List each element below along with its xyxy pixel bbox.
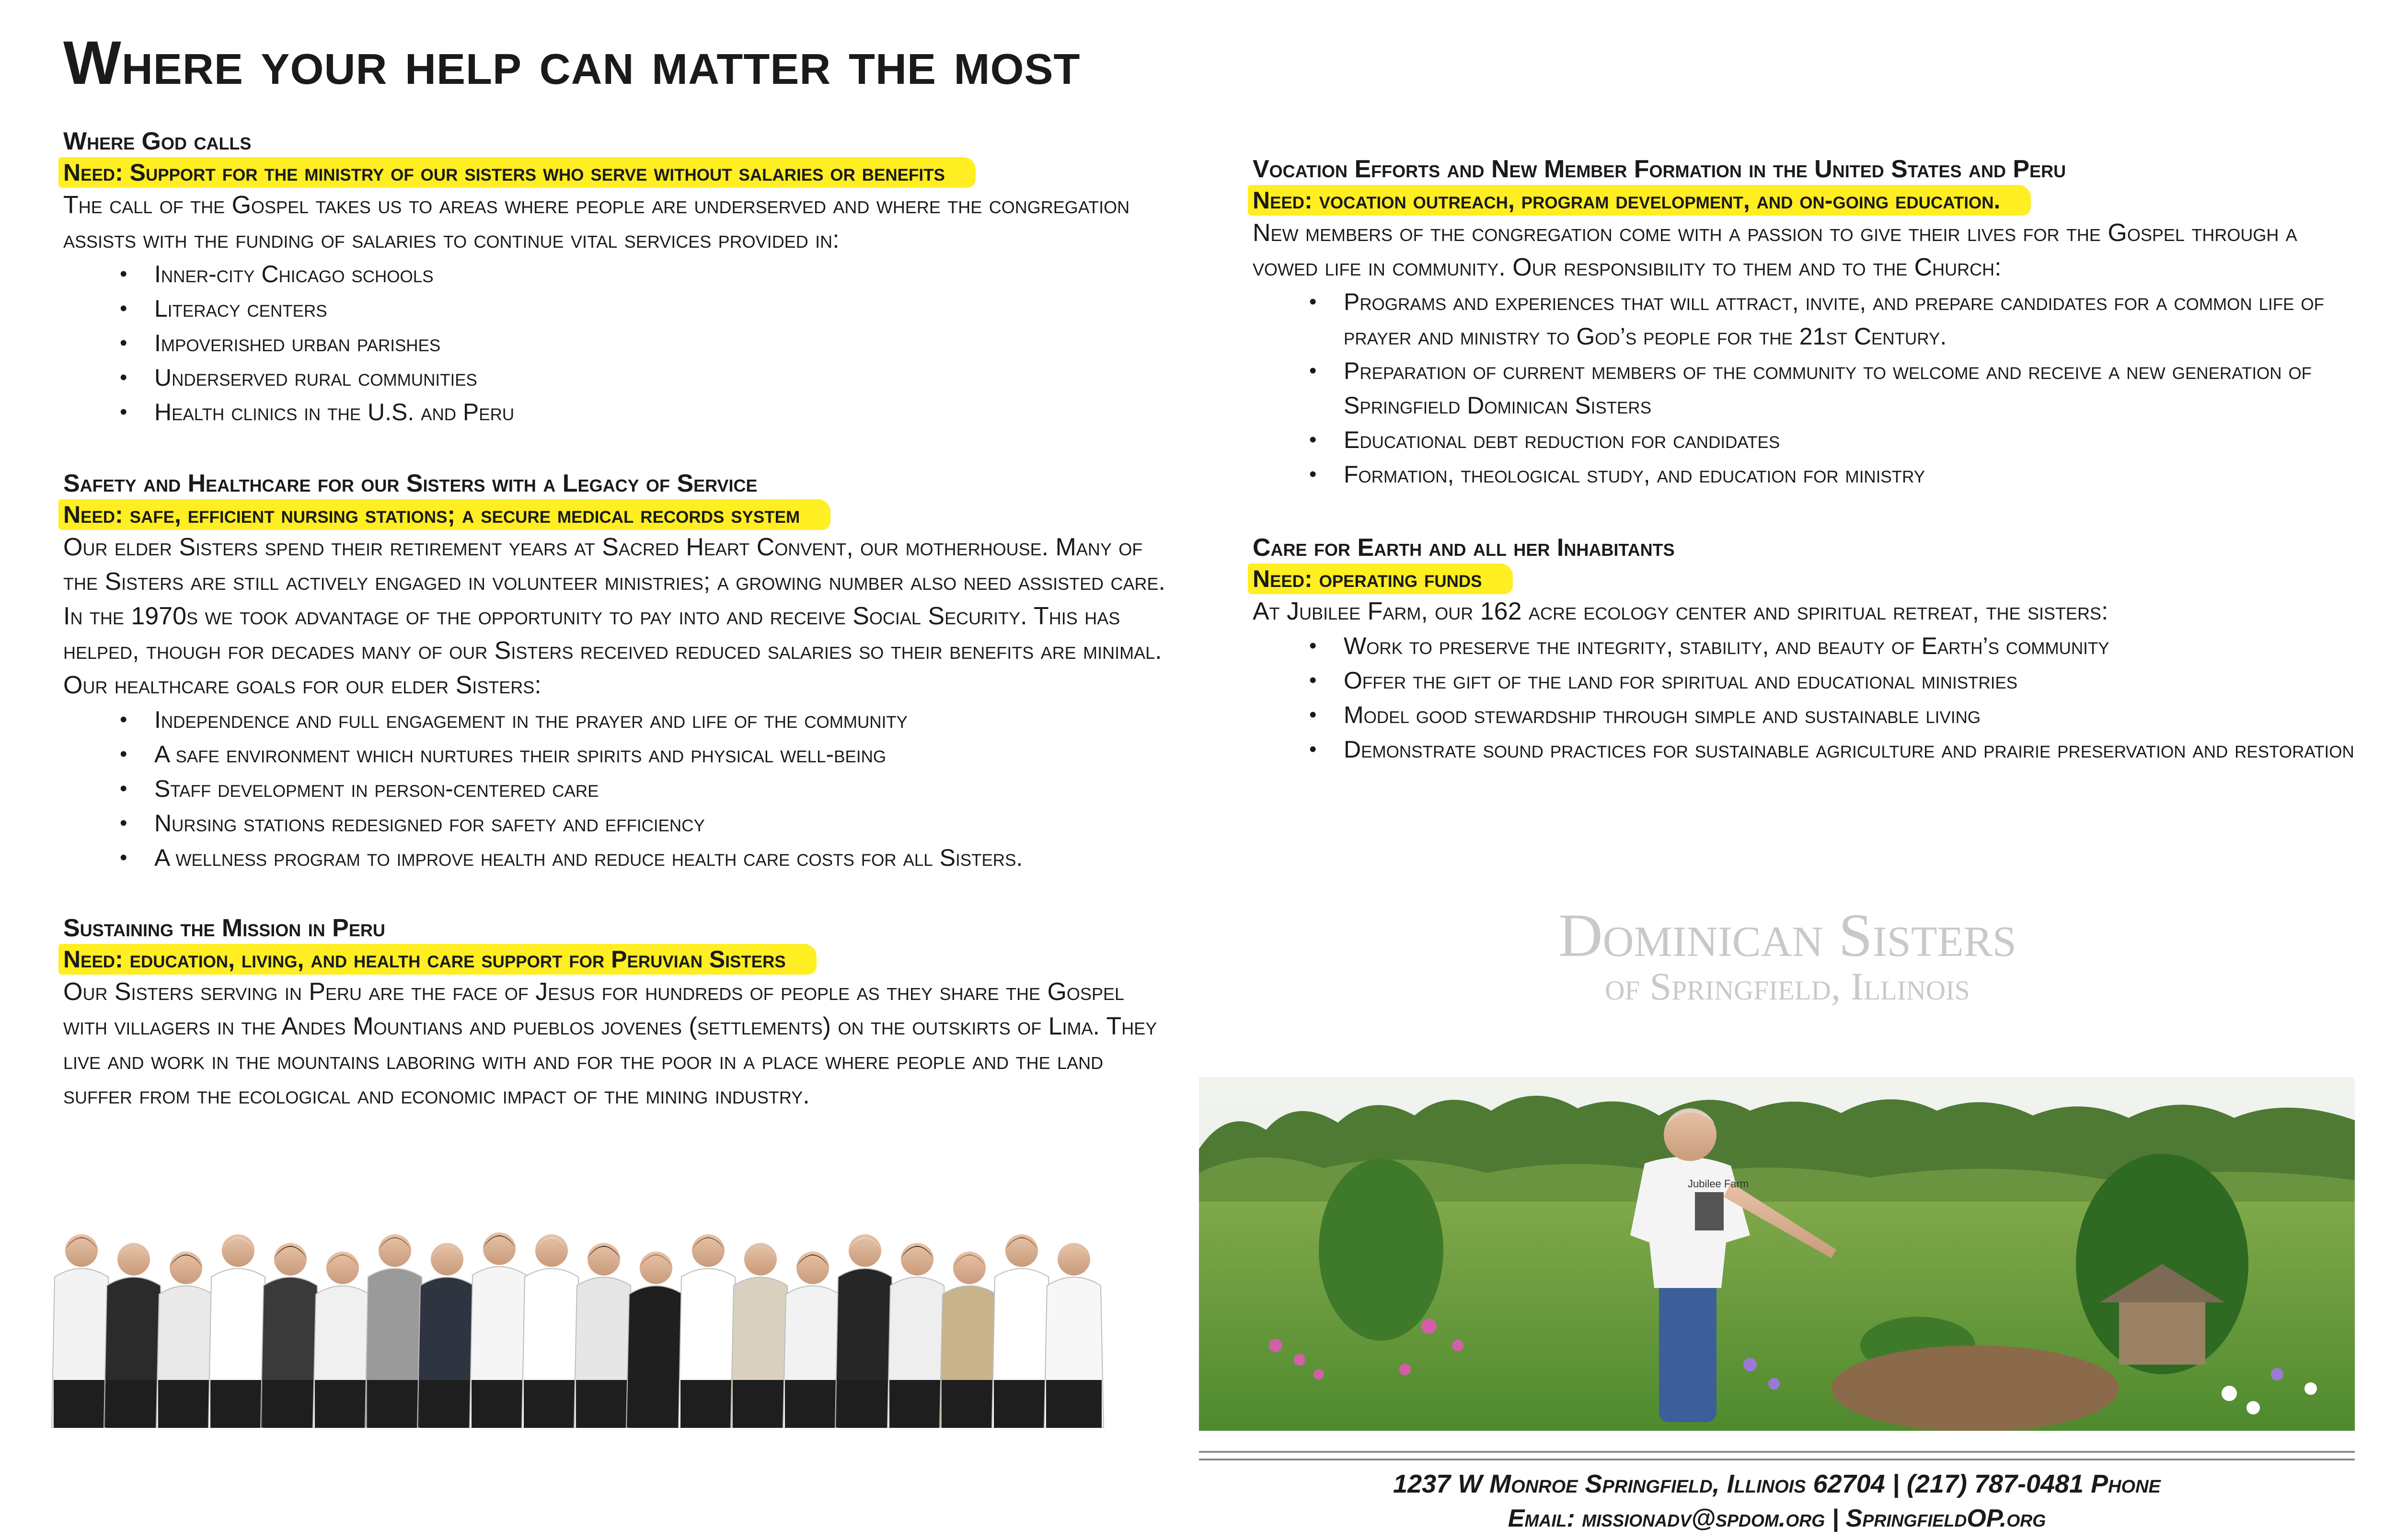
- shirt-text: Jubilee Farm: [1688, 1178, 1749, 1190]
- need-highlight: Need: vocation outreach, program development, and on-going education.: [1248, 185, 2031, 216]
- need-highlight: Need: Support for the ministry of our sisters who serve without salaries or benefits: [58, 157, 976, 188]
- section-body: At Jubilee Farm, our 162 acre ecology center and spiritual retreat, the sisters:: [1253, 598, 2108, 625]
- jubilee-farm-photo: [1199, 1077, 2355, 1431]
- footer-rule: [1199, 1459, 2355, 1460]
- list-item: • Preparation of current members of the community to welcome and receive a new generation of Springfield Dominican Sisters: [1253, 354, 2369, 423]
- list-item: • Formation, theological study, and education for ministry: [1253, 457, 2369, 492]
- list-item: • Health clinics in the U.S. and Peru: [63, 395, 1165, 429]
- list-item: • Programs and experiences that will attract, invite, and prepare candidates for a common life of prayer and ministry to God’s people for the 21st Century.: [1253, 285, 2369, 354]
- list-item: • Impoverished urban parishes: [63, 326, 1165, 360]
- list-item: • Educational debt reduction for candidates: [1253, 423, 2369, 457]
- section-title: Where God calls: [63, 127, 252, 155]
- section-vocation: [1253, 153, 2369, 492]
- list-item: • Nursing stations redesigned for safety and efficiency: [63, 806, 1165, 840]
- footer: [1199, 1466, 2355, 1535]
- section-body: Our Sisters serving in Peru are the face of Jesus for hundreds of people as they share the Gospel with villagers in the Andes Mountians and pueblos jovenes (settlements) on the outskirts of Lima. They live and work in the mountains laboring with and for the poor in a place where people and the land suffer from the ecological and economic impact of the mining industry.: [63, 978, 1157, 1109]
- footer-address: 1237 W Monroe Springfield, Illinois 62704 | (217) 787-0481 Phone: [1393, 1470, 2161, 1498]
- bullet-list: [63, 257, 1165, 429]
- list-item: • A safe environment which nurtures their spirits and physical well-being: [63, 737, 1165, 771]
- logo-line-2: of Springfield, Illinois: [1605, 965, 1970, 1008]
- section-title: Sustaining the Mission in Peru: [63, 914, 385, 942]
- list-item: • Literacy centers: [63, 291, 1165, 326]
- list-item: • Demonstrate sound practices for sustainable agriculture and prairie preservation and restoration: [1253, 732, 2369, 767]
- page-title: Where your help can matter the most: [63, 29, 1081, 97]
- bullet-list: [1253, 629, 2369, 767]
- list-item: • Model good stewardship through simple and sustainable living: [1253, 698, 2369, 732]
- bullet-list: [1253, 285, 2369, 492]
- list-item: • Staff development in person-centered care: [63, 771, 1165, 806]
- section-where-god-calls: [63, 126, 1165, 429]
- section-earth: [1253, 532, 2369, 767]
- need-highlight: Need: education, living, and health care support for Peruvian Sisters: [58, 944, 817, 975]
- bullet-list: [63, 702, 1165, 875]
- sisters-group-photo: [48, 1188, 1145, 1428]
- list-item: • A wellness program to improve health and reduce health care costs for all Sisters.: [63, 840, 1165, 875]
- need-highlight: Need: operating funds: [1248, 563, 1513, 594]
- dominican-sisters-logo: [1462, 901, 2113, 1008]
- list-item: • Work to preserve the integrity, stability, and beauty of Earth’s community: [1253, 629, 2369, 663]
- section-body: Our elder Sisters spend their retirement years at Sacred Heart Convent, our motherhouse. Many of the Sisters are still actively engaged in volunteer ministries; a growing number also need assisted care. In the 1970s we took advantage of the opportunity to pay into and receive Social Security. This has helped, though for decades many of our Sisters received reduced salaries so their benefits are minimal. Our healthcare goals for our elder Sisters:: [63, 533, 1165, 699]
- section-body: New members of the congregation come with a passion to give their lives for the Gospel through a vowed life in community. Our responsibility to them and to the Church:: [1253, 219, 2297, 281]
- logo-line-1: Dominican Sisters: [1558, 901, 2016, 969]
- list-item: • Inner-city Chicago schools: [63, 257, 1165, 291]
- section-peru: [63, 912, 1165, 1113]
- section-title: Vocation Efforts and New Member Formation in the United States and Peru: [1253, 155, 2066, 183]
- list-item: • Offer the gift of the land for spiritual and educational ministries: [1253, 663, 2369, 698]
- section-healthcare: [63, 468, 1165, 875]
- footer-rule: [1199, 1451, 2355, 1453]
- footer-contact: Email: missionadv@spdom.org | SpringfieldOP.org: [1508, 1505, 2046, 1532]
- section-title: Care for Earth and all her Inhabitants: [1253, 534, 1675, 562]
- section-body: The call of the Gospel takes us to areas where people are underserved and where the congregation assists with the funding of salaries to continue vital services provided in:: [63, 191, 1130, 253]
- need-highlight: Need: safe, efficient nursing stations; a secure medical records system: [58, 499, 830, 530]
- section-title: Safety and Healthcare for our Sisters with a Legacy of Service: [63, 470, 758, 497]
- list-item: • Independence and full engagement in the prayer and life of the community: [63, 702, 1165, 737]
- list-item: • Underserved rural communities: [63, 360, 1165, 395]
